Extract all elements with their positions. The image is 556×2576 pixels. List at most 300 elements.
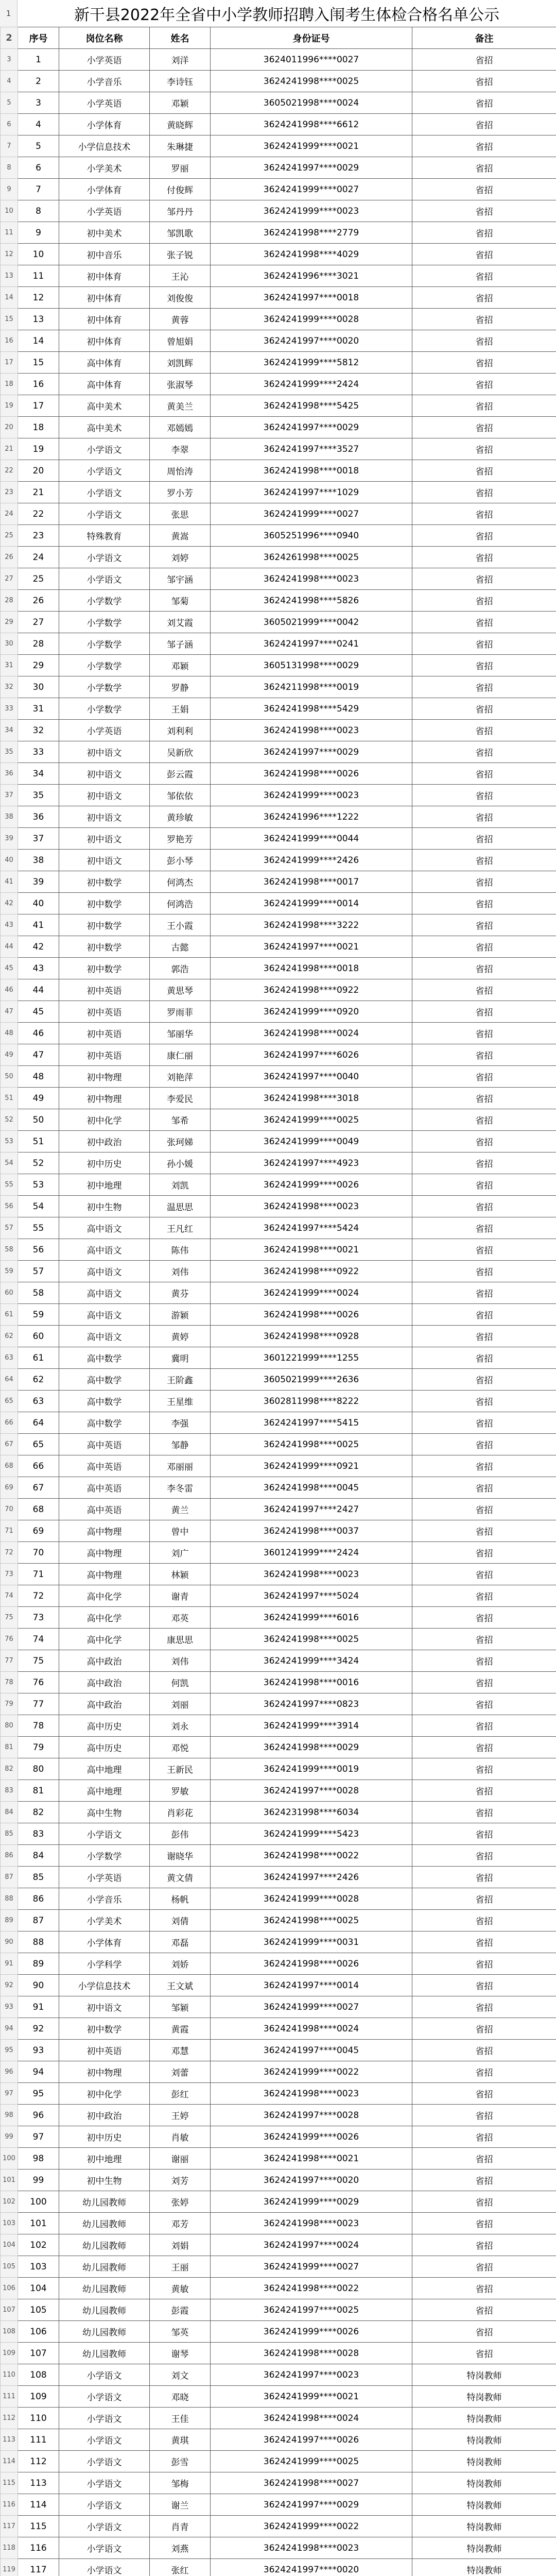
- col-name: 邓晓: [150, 2386, 211, 2408]
- col-serial: 38: [18, 850, 59, 871]
- row-number: 21: [1, 438, 18, 460]
- col-serial: 35: [18, 785, 59, 806]
- row-number: 37: [1, 785, 18, 806]
- table-row: [1, 417, 556, 438]
- col-id-number: 3624241997****0823: [211, 1693, 412, 1715]
- col-remark: 省招: [412, 460, 556, 482]
- col-remark: 省招: [412, 1737, 556, 1758]
- col-id-number: 3624241999****0920: [211, 1001, 412, 1023]
- table-row: [1, 2299, 556, 2321]
- col-id-number: 3624241997****0026: [211, 2429, 412, 2451]
- col-serial: 96: [18, 2105, 59, 2126]
- col-id-number: 3624241999****0025: [211, 2451, 412, 2472]
- col-remark: 省招: [412, 417, 556, 438]
- col-remark: 省招: [412, 309, 556, 330]
- col-serial: 56: [18, 1239, 59, 1261]
- col-position: 小学音乐: [59, 1888, 150, 1910]
- col-position: 高中地理: [59, 1780, 150, 1802]
- col-remark: 省招: [412, 1564, 556, 1585]
- table-row: [1, 1953, 556, 1975]
- col-id-number: 3624241999****0014: [211, 893, 412, 914]
- col-name: 张子锐: [150, 244, 211, 265]
- col-remark: 省招: [412, 71, 556, 92]
- col-name: 黄晓辉: [150, 114, 211, 135]
- col-remark: 省招: [412, 1888, 556, 1910]
- col-remark: 省招: [412, 2321, 556, 2343]
- col-remark: 省招: [412, 114, 556, 135]
- col-serial: 88: [18, 1931, 59, 1953]
- table-row: [1, 893, 556, 914]
- table-row: [1, 1542, 556, 1564]
- table-row: [1, 1239, 556, 1261]
- col-name: 张婷: [150, 2191, 211, 2213]
- table-row: [1, 1520, 556, 1542]
- row-number: 97: [1, 2083, 18, 2105]
- col-serial: 63: [18, 1391, 59, 1412]
- col-remark: 特岗教师: [412, 2537, 556, 2559]
- row-number: 43: [1, 914, 18, 936]
- row-number: 102: [1, 2191, 18, 2213]
- col-name: 王小霞: [150, 914, 211, 936]
- col-name: 刘伟: [150, 1650, 211, 1672]
- col-position: 初中语文: [59, 741, 150, 763]
- col-position: 初中数学: [59, 936, 150, 958]
- col-position: 高中化学: [59, 1607, 150, 1629]
- col-serial: 7: [18, 179, 59, 200]
- col-remark: 省招: [412, 1196, 556, 1217]
- col-id-number: 3624241998****4029: [211, 244, 412, 265]
- col-remark: 省招: [412, 1131, 556, 1153]
- col-id-number: 3624241998****3018: [211, 1088, 412, 1109]
- col-id-number: 3624241999****3914: [211, 1715, 412, 1737]
- table-row: [1, 1931, 556, 1953]
- col-name: 刘俊俊: [150, 287, 211, 309]
- col-id-number: 3624241999****5423: [211, 1823, 412, 1845]
- col-serial: 36: [18, 806, 59, 828]
- col-name: 刘婷: [150, 547, 211, 568]
- col-position: 初中美术: [59, 222, 150, 244]
- col-position: 高中美术: [59, 417, 150, 438]
- col-serial: 62: [18, 1369, 59, 1391]
- row-number: 10: [1, 200, 18, 222]
- col-position: 小学语文: [59, 2451, 150, 2472]
- col-remark: 省招: [412, 525, 556, 547]
- col-name: 谢青: [150, 1585, 211, 1607]
- col-id-number: 3624241998****0023: [211, 1196, 412, 1217]
- row-number: 86: [1, 1845, 18, 1867]
- col-remark: 省招: [412, 1001, 556, 1023]
- col-id-number: 3624241999****0028: [211, 309, 412, 330]
- col-name: 林颖: [150, 1564, 211, 1585]
- col-position: 初中体育: [59, 309, 150, 330]
- col-remark: 省招: [412, 1585, 556, 1607]
- row-number: 36: [1, 763, 18, 785]
- row-number: 24: [1, 503, 18, 525]
- col-name: 邓悦: [150, 1737, 211, 1758]
- col-name: 曾中: [150, 1520, 211, 1542]
- col-remark: 省招: [412, 244, 556, 265]
- table-row: [1, 1131, 556, 1153]
- row-number: 103: [1, 2213, 18, 2234]
- col-name: 黄芬: [150, 1282, 211, 1304]
- col-position: 小学英语: [59, 49, 150, 71]
- col-remark: 特岗教师: [412, 2516, 556, 2537]
- table-row: [1, 2408, 556, 2429]
- col-id-number: 3624241998****0026: [211, 763, 412, 785]
- row-number: 38: [1, 806, 18, 828]
- col-remark: 省招: [412, 1542, 556, 1564]
- col-remark: 省招: [412, 1975, 556, 1996]
- col-name: 黄珍敏: [150, 806, 211, 828]
- col-id-number: 3624241998****0018: [211, 958, 412, 979]
- row-number: 35: [1, 741, 18, 763]
- col-remark: 特岗教师: [412, 2451, 556, 2472]
- row-number: 30: [1, 633, 18, 655]
- col-id-number: 3624241999****2424: [211, 374, 412, 395]
- col-id-number: 3624241998****0018: [211, 460, 412, 482]
- table-row: [1, 503, 556, 525]
- col-position: 初中数学: [59, 958, 150, 979]
- col-name: 彭红: [150, 2083, 211, 2105]
- col-name: 邓芳: [150, 2213, 211, 2234]
- row-number: 53: [1, 1131, 18, 1153]
- col-remark: 省招: [412, 1023, 556, 1044]
- col-serial: 78: [18, 1715, 59, 1737]
- col-position: 高中英语: [59, 1477, 150, 1499]
- row-number: 47: [1, 1001, 18, 1023]
- col-remark: 省招: [412, 871, 556, 893]
- col-serial: 108: [18, 2364, 59, 2386]
- table-row: [1, 590, 556, 612]
- table-row: [1, 92, 556, 114]
- col-remark: 省招: [412, 2126, 556, 2148]
- col-name: 谢丽: [150, 2148, 211, 2170]
- col-position: 小学语文: [59, 2494, 150, 2516]
- col-position: 初中音乐: [59, 244, 150, 265]
- col-name: 邓磊: [150, 1931, 211, 1953]
- col-id-number: 3624241999****0027: [211, 1996, 412, 2018]
- col-remark: 省招: [412, 503, 556, 525]
- col-remark: 省招: [412, 2148, 556, 2170]
- col-position: 小学语文: [59, 1823, 150, 1845]
- col-id-number: 3624211998****0019: [211, 676, 412, 698]
- table-row: [1, 1845, 556, 1867]
- col-serial: 30: [18, 676, 59, 698]
- col-position: 高中物理: [59, 1542, 150, 1564]
- col-remark: 省招: [412, 655, 556, 676]
- col-name: 张淑琴: [150, 374, 211, 395]
- col-remark: 省招: [412, 135, 556, 157]
- table-row: [1, 2451, 556, 2472]
- col-serial: 8: [18, 200, 59, 222]
- col-remark: 省招: [412, 806, 556, 828]
- row-number: 18: [1, 374, 18, 395]
- col-serial: 83: [18, 1823, 59, 1845]
- row-number: 68: [1, 1455, 18, 1477]
- table-row: [1, 785, 556, 806]
- row-number: 62: [1, 1326, 18, 1347]
- header-col-serial: 序号: [18, 27, 59, 49]
- col-id-number: 3624241997****2427: [211, 1499, 412, 1520]
- col-remark: 省招: [412, 1088, 556, 1109]
- col-remark: 省招: [412, 222, 556, 244]
- col-position: 高中化学: [59, 1629, 150, 1650]
- row-number: 2: [1, 27, 18, 49]
- row-number: 52: [1, 1109, 18, 1131]
- col-remark: 特岗教师: [412, 2364, 556, 2386]
- col-position: 初中语文: [59, 785, 150, 806]
- col-remark: 省招: [412, 2213, 556, 2234]
- col-position: 初中物理: [59, 1066, 150, 1088]
- col-position: 初中地理: [59, 1174, 150, 1196]
- col-remark: 省招: [412, 1174, 556, 1196]
- col-id-number: 3624241998****0025: [211, 1910, 412, 1931]
- col-id-number: 3624241998****5826: [211, 590, 412, 612]
- row-number: 109: [1, 2343, 18, 2364]
- col-remark: 省招: [412, 850, 556, 871]
- col-id-number: 3624241998****0021: [211, 2148, 412, 2170]
- row-number: 27: [1, 568, 18, 590]
- col-remark: 省招: [412, 1434, 556, 1455]
- col-serial: 106: [18, 2321, 59, 2343]
- row-number: 96: [1, 2061, 18, 2083]
- table-row: [1, 1261, 556, 1282]
- col-serial: 25: [18, 568, 59, 590]
- col-id-number: 3601221999****1255: [211, 1347, 412, 1369]
- table-row: [1, 438, 556, 460]
- col-serial: 18: [18, 417, 59, 438]
- col-id-number: 3624241997****0020: [211, 2170, 412, 2191]
- col-serial: 17: [18, 395, 59, 417]
- col-name: 黄婷: [150, 1326, 211, 1347]
- col-name: 张红: [150, 2559, 211, 2576]
- table-row: [1, 806, 556, 828]
- col-remark: 省招: [412, 785, 556, 806]
- col-serial: 94: [18, 2061, 59, 2083]
- col-remark: 省招: [412, 1931, 556, 1953]
- table-row: [1, 979, 556, 1001]
- table-row: [1, 612, 556, 633]
- row-number: 44: [1, 936, 18, 958]
- col-name: 王阶鑫: [150, 1369, 211, 1391]
- col-serial: 116: [18, 2537, 59, 2559]
- col-remark: 省招: [412, 958, 556, 979]
- row-number: 70: [1, 1499, 18, 1520]
- col-serial: 26: [18, 590, 59, 612]
- col-position: 初中化学: [59, 2083, 150, 2105]
- table-row: [1, 2537, 556, 2559]
- col-position: 高中数学: [59, 1369, 150, 1391]
- col-name: 陈伟: [150, 1239, 211, 1261]
- row-number: 116: [1, 2494, 18, 2516]
- col-serial: 115: [18, 2516, 59, 2537]
- row-number: 100: [1, 2148, 18, 2170]
- col-id-number: 3624241999****0031: [211, 1931, 412, 1953]
- col-name: 李诗钰: [150, 71, 211, 92]
- col-name: 邹依依: [150, 785, 211, 806]
- col-id-number: 3624241999****0021: [211, 135, 412, 157]
- row-number: 3: [1, 49, 18, 71]
- col-name: 彭小琴: [150, 850, 211, 871]
- col-position: 高中语文: [59, 1282, 150, 1304]
- col-id-number: 3624241997****0028: [211, 1780, 412, 1802]
- col-name: 罗小芳: [150, 482, 211, 503]
- table-row: [1, 655, 556, 676]
- col-remark: 省招: [412, 1304, 556, 1326]
- col-name: 邹宇涵: [150, 568, 211, 590]
- row-number: 29: [1, 612, 18, 633]
- col-serial: 111: [18, 2429, 59, 2451]
- col-id-number: 3605021999****0042: [211, 612, 412, 633]
- col-position: 高中政治: [59, 1650, 150, 1672]
- table-row: [1, 2278, 556, 2299]
- col-position: 幼儿园教师: [59, 2256, 150, 2278]
- table-row: [1, 720, 556, 741]
- col-name: 黄敏: [150, 2278, 211, 2299]
- col-name: 康思思: [150, 1629, 211, 1650]
- col-name: 彭雪: [150, 2451, 211, 2472]
- table-row: [1, 1434, 556, 1455]
- row-number: 112: [1, 2408, 18, 2429]
- col-id-number: 3624241999****6016: [211, 1607, 412, 1629]
- row-number: 94: [1, 2018, 18, 2040]
- col-serial: 16: [18, 374, 59, 395]
- table-row: [1, 265, 556, 287]
- col-name: 刘艾霞: [150, 612, 211, 633]
- col-position: 小学数学: [59, 698, 150, 720]
- row-number: 51: [1, 1088, 18, 1109]
- col-name: 邓嫣嫣: [150, 417, 211, 438]
- col-name: 黄兰: [150, 1499, 211, 1520]
- row-number: 14: [1, 287, 18, 309]
- table-row: [1, 2256, 556, 2278]
- table-row: [1, 1455, 556, 1477]
- table-row: [1, 287, 556, 309]
- row-number: 87: [1, 1867, 18, 1888]
- col-position: 初中历史: [59, 1153, 150, 1174]
- col-name: 孙小媛: [150, 1153, 211, 1174]
- table-row: [1, 1802, 556, 1823]
- col-serial: 90: [18, 1975, 59, 1996]
- table-row: [1, 2494, 556, 2516]
- table-row: [1, 49, 556, 71]
- col-id-number: 3624241999****0049: [211, 1131, 412, 1153]
- col-name: 李冬雷: [150, 1477, 211, 1499]
- col-position: 幼儿园教师: [59, 2213, 150, 2234]
- row-number: 73: [1, 1564, 18, 1585]
- col-id-number: 3624241998****0029: [211, 1737, 412, 1758]
- col-id-number: 3624241998****0022: [211, 2278, 412, 2299]
- col-name: 邓丽丽: [150, 1455, 211, 1477]
- col-remark: 特岗教师: [412, 2408, 556, 2429]
- col-name: 彭伟: [150, 1823, 211, 1845]
- col-remark: 省招: [412, 1499, 556, 1520]
- col-id-number: 3624241996****3021: [211, 265, 412, 287]
- col-name: 邹菊: [150, 590, 211, 612]
- row-number: 80: [1, 1715, 18, 1737]
- col-position: 初中英语: [59, 2040, 150, 2061]
- col-name: 张思: [150, 503, 211, 525]
- col-id-number: 3624241999****0026: [211, 2126, 412, 2148]
- row-number: 90: [1, 1931, 18, 1953]
- col-serial: 93: [18, 2040, 59, 2061]
- row-number: 9: [1, 179, 18, 200]
- col-serial: 6: [18, 157, 59, 179]
- col-id-number: 3624241999****0026: [211, 2321, 412, 2343]
- col-remark: 省招: [412, 287, 556, 309]
- col-serial: 66: [18, 1455, 59, 1477]
- col-name: 肖彩花: [150, 1802, 211, 1823]
- col-id-number: 3624241997****0040: [211, 1066, 412, 1088]
- col-name: 何凯: [150, 1672, 211, 1693]
- row-number: 84: [1, 1802, 18, 1823]
- col-remark: 省招: [412, 979, 556, 1001]
- table-row: [1, 1996, 556, 2018]
- table-row: [1, 2061, 556, 2083]
- table-row: [1, 2191, 556, 2213]
- table-row: [1, 1023, 556, 1044]
- col-name: 何鸿杰: [150, 871, 211, 893]
- table-row: [1, 1347, 556, 1369]
- table-row: [1, 2105, 556, 2126]
- col-remark: 省招: [412, 1996, 556, 2018]
- col-name: 刘伟: [150, 1261, 211, 1282]
- row-number: 8: [1, 157, 18, 179]
- col-serial: 24: [18, 547, 59, 568]
- table-row: [1, 1823, 556, 1845]
- col-serial: 107: [18, 2343, 59, 2364]
- col-name: 王佳: [150, 2408, 211, 2429]
- table-row: [1, 1758, 556, 1780]
- col-serial: 45: [18, 1001, 59, 1023]
- col-serial: 72: [18, 1585, 59, 1607]
- row-number: 6: [1, 114, 18, 135]
- col-serial: 2: [18, 71, 59, 92]
- col-name: 邓颖: [150, 655, 211, 676]
- col-position: 小学语文: [59, 503, 150, 525]
- table-row: [1, 1607, 556, 1629]
- col-remark: 省招: [412, 1780, 556, 1802]
- col-name: 刘凯辉: [150, 352, 211, 374]
- col-name: 彭云霞: [150, 763, 211, 785]
- col-position: 高中语文: [59, 1217, 150, 1239]
- row-number: 76: [1, 1629, 18, 1650]
- col-remark: 省招: [412, 936, 556, 958]
- col-position: 幼儿园教师: [59, 2343, 150, 2364]
- col-remark: 省招: [412, 2191, 556, 2213]
- table-row: [1, 1564, 556, 1585]
- row-number: 23: [1, 482, 18, 503]
- row-number: 101: [1, 2170, 18, 2191]
- col-id-number: 3624241999****0025: [211, 1109, 412, 1131]
- row-number: 99: [1, 2126, 18, 2148]
- col-position: 高中地理: [59, 1758, 150, 1780]
- col-position: 高中数学: [59, 1347, 150, 1369]
- col-serial: 92: [18, 2018, 59, 2040]
- table-row: [1, 1412, 556, 1434]
- table-row: [1, 135, 556, 157]
- row-number: 98: [1, 2105, 18, 2126]
- col-id-number: 3624241998****0023: [211, 568, 412, 590]
- table-row: [1, 1304, 556, 1326]
- col-id-number: 3624241997****0029: [211, 417, 412, 438]
- col-serial: 32: [18, 720, 59, 741]
- row-number: 55: [1, 1174, 18, 1196]
- col-position: 高中体育: [59, 352, 150, 374]
- col-id-number: 3624241999****0921: [211, 1455, 412, 1477]
- col-remark: 省招: [412, 1520, 556, 1542]
- table-row: [1, 330, 556, 352]
